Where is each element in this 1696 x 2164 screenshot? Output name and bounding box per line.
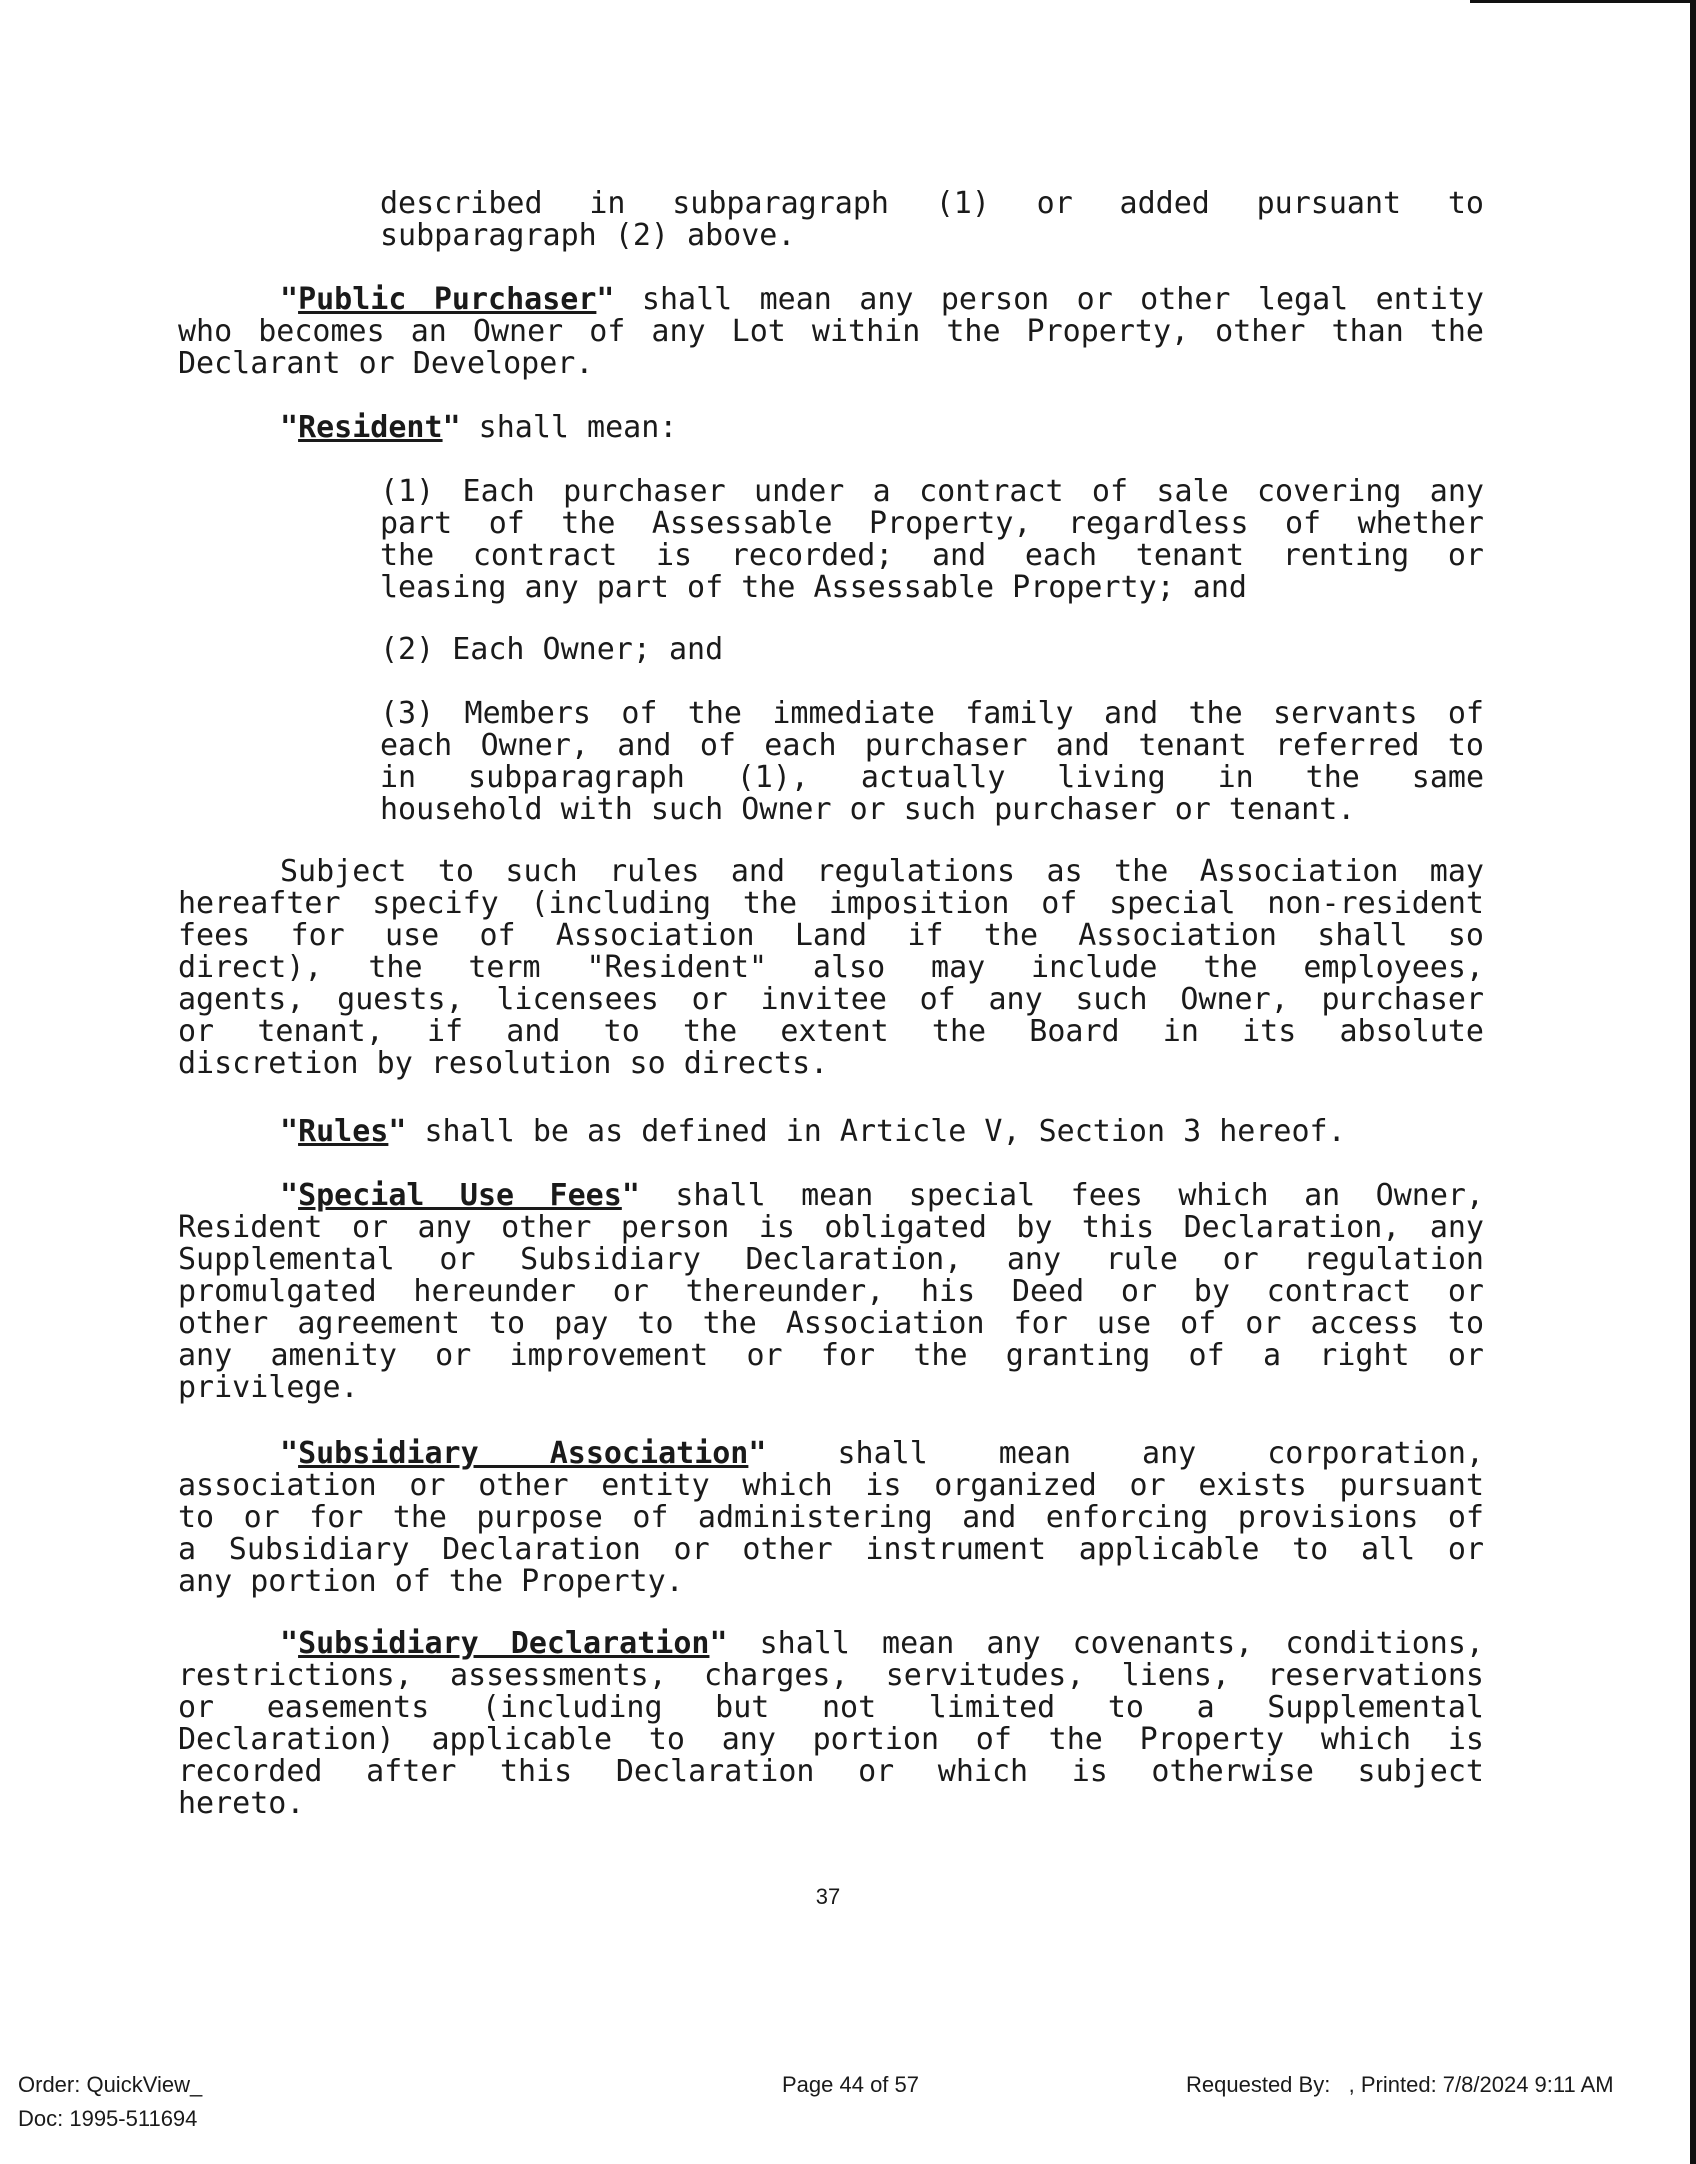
text-line: a Subsidiary Declaration or other instrument applicable to all or: [178, 1532, 1484, 1567]
text-line: hereto.: [178, 1786, 305, 1821]
defined-term: Resident: [298, 410, 443, 445]
text-line: discretion by resolution so directs.: [178, 1046, 829, 1081]
defined-term: Special Use Fees: [298, 1178, 622, 1213]
text-line: privilege.: [178, 1370, 359, 1405]
footer-requested: Requested By: , Printed: 7/8/2024 9:11 AM: [1186, 2072, 1614, 2097]
definition-rules: "Rules" shall be as defined in Article V, Section 3 hereof.: [280, 1114, 1346, 1149]
scan-edge-right: [1690, 0, 1696, 2164]
footer-page: Page 44 of 57: [782, 2072, 920, 2097]
text-line: who becomes an Owner of any Lot within the Property, other than the: [178, 314, 1484, 349]
text-line: Declaration) applicable to any portion of the Property which is: [178, 1722, 1484, 1757]
text-line: hereafter specify (including the imposition of special non-resident: [178, 886, 1484, 921]
text-line: shall mean any person or other legal entity: [614, 282, 1484, 317]
subparagraph-3: [380, 698, 1484, 826]
definition-subsidiary-declaration: "Subsidiary Declaration" shall mean any covenants, conditions, restrictions, assessments, charges, servitudes, liens, reservations or easements (including but not limited to a Supplemental Declaration) applicable to any portion of the Property which is recorded after this Declaration or which is otherwise subject hereto.: [178, 1626, 1484, 1821]
text-line: recorded after this Declaration or which is otherwise subject: [178, 1754, 1484, 1789]
text-line: promulgated hereunder or thereunder, his Deed or by contract or: [178, 1274, 1484, 1309]
text-line: or tenant, if and to the extent the Board in its absolute: [178, 1014, 1484, 1049]
continuation-paragraph: [380, 188, 1484, 252]
text-line: (3) Members of the immediate family and the servants of: [380, 696, 1484, 731]
definition-public-purchaser: "Public Purchaser" shall mean any person or other legal entity who becomes an Owner of any Lot within the Property, other than the Declarant or Developer.: [178, 282, 1484, 381]
definition-subsidiary-association: "Subsidiary Association" shall mean any corporation, association or other entity which is organized or exists pursuant to or for the purpose of administering and enforcing provisions of a Subsidiary Declaration or other instrument applicable to all or any portion of the Property.: [178, 1436, 1484, 1599]
text-line: any portion of the Property.: [178, 1564, 684, 1599]
text-line: shall be as defined in Article V, Section 3 hereof.: [406, 1114, 1346, 1149]
text-line: to or for the purpose of administering and enforcing provisions of: [178, 1500, 1484, 1535]
text-line: Declarant or Developer.: [178, 346, 594, 381]
text-line: shall mean any corporation,: [766, 1436, 1484, 1471]
defined-term: Public Purchaser: [298, 282, 597, 317]
text-line: each Owner, and of each purchaser and tenant referred to: [380, 728, 1484, 763]
footer-order: Order: QuickView_: [18, 2072, 203, 2097]
text-line: shall mean any covenants, conditions,: [727, 1626, 1484, 1661]
text-line: part of the Assessable Property, regardless of whether: [380, 506, 1484, 541]
text-line: Subject to such rules and regulations as the Association may: [280, 854, 1484, 889]
text-line: direct), the term "Resident" also may include the employees,: [178, 950, 1484, 985]
page-number: 37: [815, 1884, 841, 1909]
text-line: described in subparagraph (1) or added pursuant to: [380, 186, 1484, 221]
footer-doc: Doc: 1995-511694: [18, 2106, 198, 2131]
subparagraph-1: [380, 476, 1484, 604]
text-line: Supplemental or Subsidiary Declaration, any rule or regulation: [178, 1242, 1484, 1277]
text-line: any amenity or improvement or for the granting of a right or: [178, 1338, 1484, 1373]
text-line: leasing any part of the Assessable Property; and: [380, 570, 1247, 605]
text-line: Resident or any other person is obligated by this Declaration, any: [178, 1210, 1484, 1245]
definition-special-use-fees: "Special Use Fees" shall mean special fees which an Owner, Resident or any other person is obligated by this Declaration, any Supplemental or Subsidiary Declaration, any rule or regulation promulgated hereunder or thereunder, his Deed or by contract or other agreement to pay to the Association for use of or access to any amenity or improvement or for the granting of a right or privilege.: [178, 1178, 1484, 1405]
text-line: household with such Owner or such purchaser or tenant.: [380, 792, 1356, 827]
text-line: or easements (including but not limited to a Supplemental: [178, 1690, 1484, 1725]
subparagraph-2: [380, 634, 1484, 666]
text-line: the contract is recorded; and each tenant renting or: [380, 538, 1484, 573]
text-line: other agreement to pay to the Association for use of or access to: [178, 1306, 1484, 1341]
scan-edge-top: [1470, 0, 1696, 3]
text-line: (1) Each purchaser under a contract of sale covering any: [380, 474, 1484, 509]
text-line: shall mean:: [460, 410, 678, 445]
text-line: (2) Each Owner; and: [380, 632, 724, 667]
defined-term: Subsidiary Association: [298, 1436, 749, 1471]
text-line: association or other entity which is organized or exists pursuant: [178, 1468, 1484, 1503]
text-line: agents, guests, licensees or invitee of any such Owner, purchaser: [178, 982, 1484, 1017]
text-line: shall mean special fees which an Owner,: [639, 1178, 1484, 1213]
defined-term: Rules: [298, 1114, 389, 1149]
text-line: fees for use of Association Land if the Association shall so: [178, 918, 1484, 953]
text-line: subparagraph (2) above.: [380, 218, 796, 253]
text-line: in subparagraph (1), actually living in the same: [380, 760, 1484, 795]
definition-resident: "Resident" shall mean:: [280, 410, 678, 445]
text-line: restrictions, assessments, charges, servitudes, liens, reservations: [178, 1658, 1484, 1693]
defined-term: Subsidiary Declaration: [298, 1626, 710, 1661]
resident-paragraph: [178, 856, 1484, 1080]
